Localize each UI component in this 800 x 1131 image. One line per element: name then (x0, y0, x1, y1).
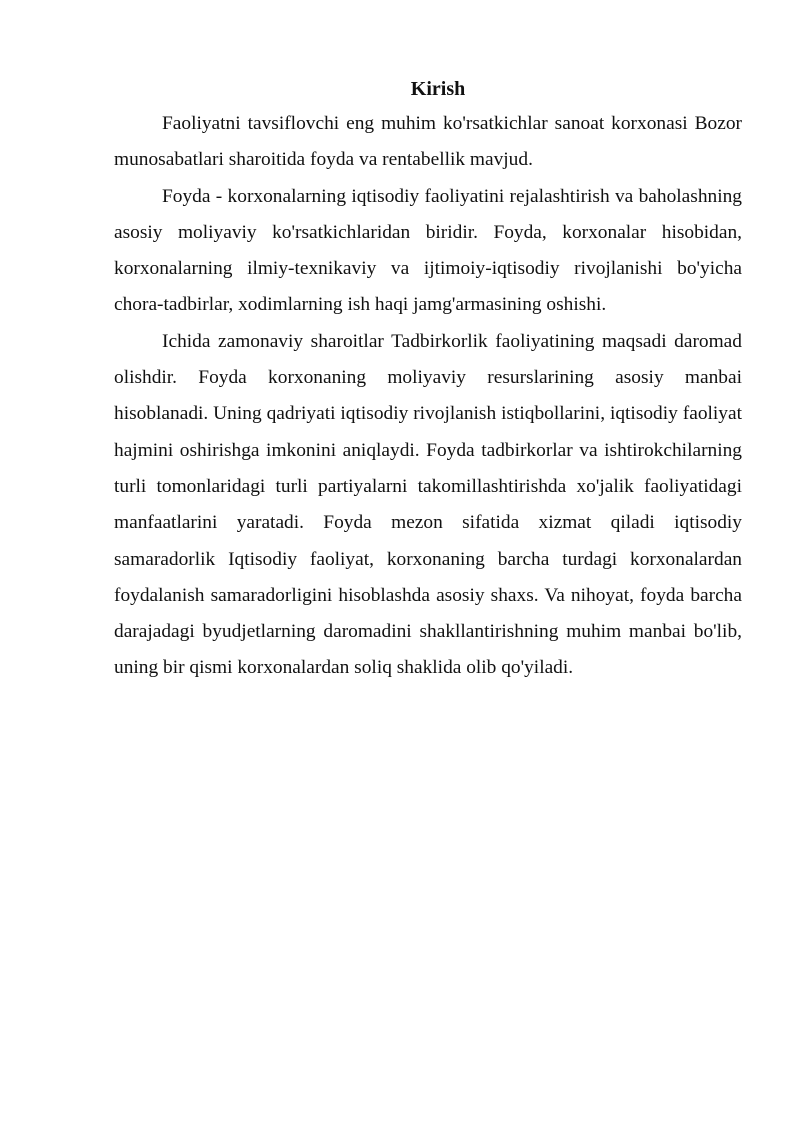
paragraph-1: Faoliyatni tavsiflovchi eng muhim ko'rsatkichlar sanoat korxonasi Bozor munosabatlari sharoitida foyda va rentabellik mavjud. (114, 113, 742, 171)
section-heading: Kirish (410, 78, 466, 100)
paragraph-2: Foyda - korxonalarning iqtisodiy faoliyatini rejalashtirish va baholashning asosiy moliyaviy ko'rsatkichlaridan biridir. Foyda, korxonalar hisobidan, korxonalarning ilmiy-texnikaviy va ijtimoiy-iqtisodiy rivojlanishi bo'yicha chora-tadbirlar, xodimlarning ish haqi jamg'armasining oshishi. (114, 185, 742, 316)
paragraph-3: Ichida zamonaviy sharoitlar Tadbirkorlik faoliyatining maqsadi daromad olishdir. Foyda korxonaning moliyaviy resurslarining asosiy manbai hisoblanadi. Uning qadriyati iqtisodiy rivojlanish istiqbollarini, iqtisodiy faoliyat hajmini oshirishga imkonini aniqlaydi. Foyda tadbirkorlar va ishtirokchilarning turli tomonlaridagi turli partiyalarni takomillashtirishda xo'jalik faoliyatidagi manfaatlarini yaratadi. Foyda mezon sifatida xizmat qiladi iqtisodiy samaradorlik Iqtisodiy faoliyat, korxonaning barcha turdagi korxonalardan foydalanish samaradorligini hisoblashda asosiy shaxs. Va nihoyat, foyda barcha darajadagi byudjetlarning daromadini shakllantirishning muhim manbai bo'lib, uning bir qismi korxonalardan soliq shaklida olib qo'yiladi. (114, 330, 742, 679)
document-body (114, 76, 742, 687)
